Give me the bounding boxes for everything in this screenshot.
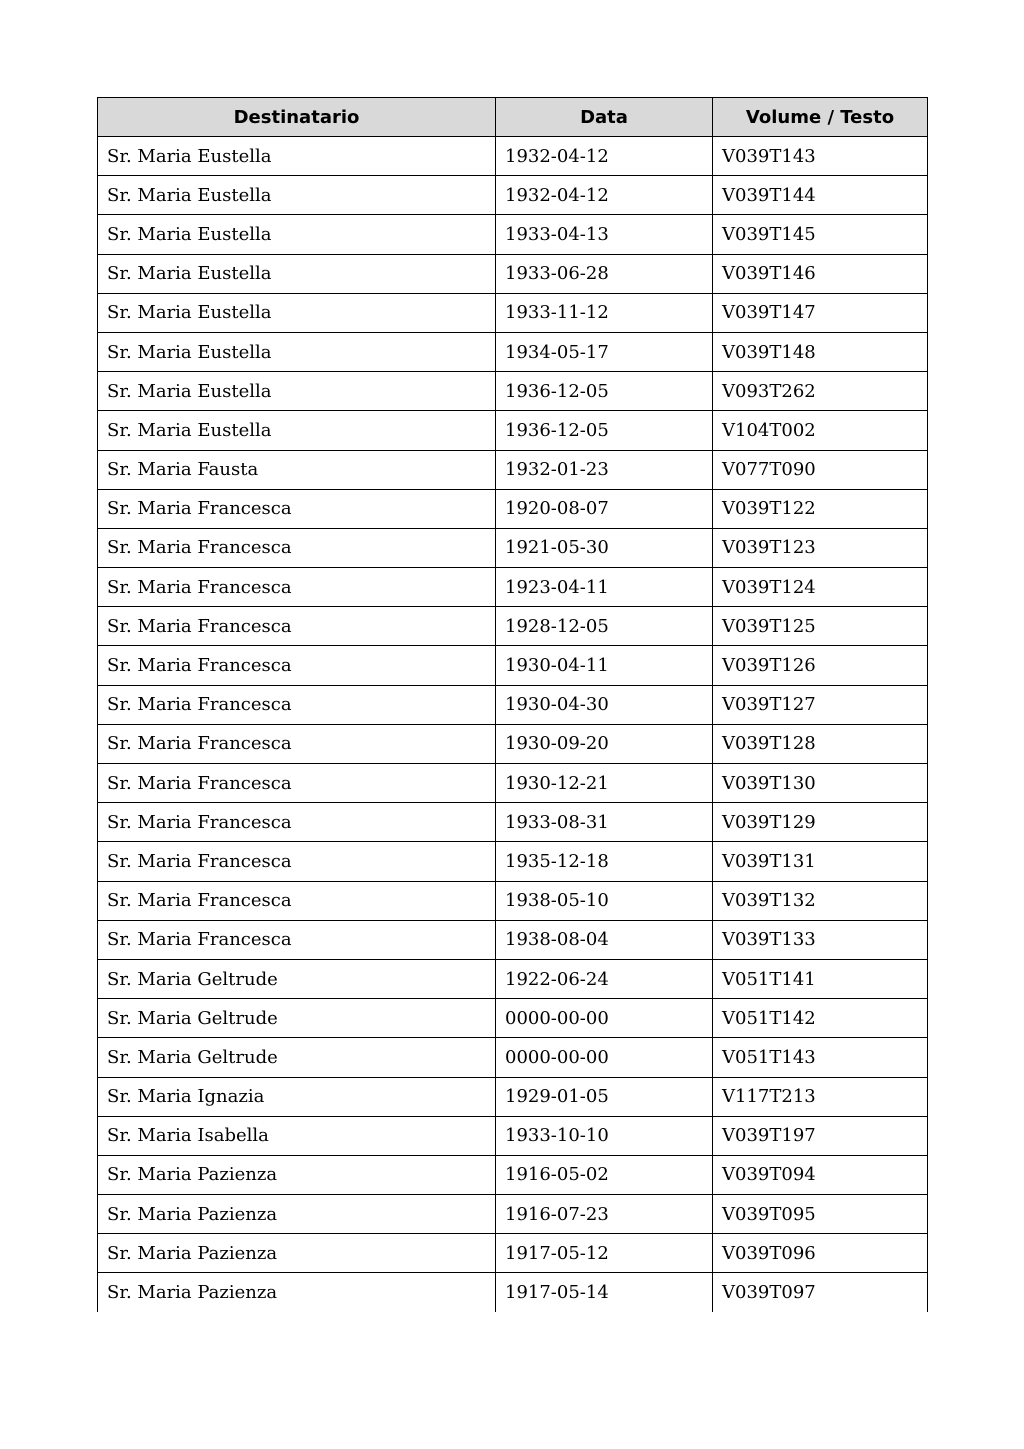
table-row bbox=[98, 489, 928, 528]
cell-volume-testo: V039T197 bbox=[713, 1116, 928, 1155]
cell-destinatario: Sr. Maria Eustella bbox=[98, 176, 496, 215]
cell-data: 1932-04-12 bbox=[496, 137, 713, 176]
header-data: Data bbox=[496, 98, 713, 137]
cell-volume-testo: V039T127 bbox=[713, 685, 928, 724]
cell-destinatario: Sr. Maria Francesca bbox=[98, 685, 496, 724]
cell-destinatario: Sr. Maria Pazienza bbox=[98, 1234, 496, 1273]
table-row bbox=[98, 842, 928, 881]
table-row bbox=[98, 176, 928, 215]
cell-data: 1933-06-28 bbox=[496, 254, 713, 293]
cell-destinatario: Sr. Maria Francesca bbox=[98, 842, 496, 881]
table-row bbox=[98, 1116, 928, 1155]
cell-destinatario: Sr. Maria Francesca bbox=[98, 881, 496, 920]
cell-volume-testo: V039T145 bbox=[713, 215, 928, 254]
cell-destinatario: Sr. Maria Francesca bbox=[98, 489, 496, 528]
cell-volume-testo: V051T142 bbox=[713, 999, 928, 1038]
cell-destinatario: Sr. Maria Francesca bbox=[98, 607, 496, 646]
cell-volume-testo: V039T129 bbox=[713, 803, 928, 842]
cell-destinatario: Sr. Maria Eustella bbox=[98, 137, 496, 176]
cell-data: 1928-12-05 bbox=[496, 607, 713, 646]
cell-volume-testo: V051T143 bbox=[713, 1038, 928, 1077]
cell-data: 1917-05-14 bbox=[496, 1273, 713, 1312]
table-row bbox=[98, 568, 928, 607]
cell-destinatario: Sr. Maria Ignazia bbox=[98, 1077, 496, 1116]
cell-destinatario: Sr. Maria Francesca bbox=[98, 803, 496, 842]
cell-data: 1936-12-05 bbox=[496, 372, 713, 411]
table-row bbox=[98, 999, 928, 1038]
cell-volume-testo: V039T122 bbox=[713, 489, 928, 528]
cell-data: 1933-10-10 bbox=[496, 1116, 713, 1155]
table-row bbox=[98, 528, 928, 567]
cell-data: 1933-08-31 bbox=[496, 803, 713, 842]
table-row bbox=[98, 1038, 928, 1077]
table-row bbox=[98, 646, 928, 685]
cell-destinatario: Sr. Maria Pazienza bbox=[98, 1155, 496, 1194]
cell-destinatario: Sr. Maria Geltrude bbox=[98, 959, 496, 998]
cell-destinatario: Sr. Maria Eustella bbox=[98, 293, 496, 332]
cell-volume-testo: V039T094 bbox=[713, 1155, 928, 1194]
table-row bbox=[98, 685, 928, 724]
cell-volume-testo: V039T130 bbox=[713, 764, 928, 803]
table-row bbox=[98, 959, 928, 998]
cell-volume-testo: V039T097 bbox=[713, 1273, 928, 1312]
cell-data: 1932-01-23 bbox=[496, 450, 713, 489]
cell-volume-testo: V039T095 bbox=[713, 1195, 928, 1234]
cell-destinatario: Sr. Maria Eustella bbox=[98, 215, 496, 254]
table-row bbox=[98, 1234, 928, 1273]
cell-data: 1938-08-04 bbox=[496, 920, 713, 959]
header-row bbox=[98, 98, 928, 137]
cell-data: 1930-04-11 bbox=[496, 646, 713, 685]
cell-volume-testo: V039T146 bbox=[713, 254, 928, 293]
cell-data: 1935-12-18 bbox=[496, 842, 713, 881]
cell-volume-testo: V039T144 bbox=[713, 176, 928, 215]
table-row bbox=[98, 1155, 928, 1194]
cell-destinatario: Sr. Maria Francesca bbox=[98, 528, 496, 567]
cell-volume-testo: V039T133 bbox=[713, 920, 928, 959]
cell-volume-testo: V093T262 bbox=[713, 372, 928, 411]
table-row bbox=[98, 1077, 928, 1116]
cell-destinatario: Sr. Maria Francesca bbox=[98, 724, 496, 763]
table-row bbox=[98, 215, 928, 254]
table-row bbox=[98, 137, 928, 176]
letters-index-table bbox=[97, 97, 928, 1312]
cell-destinatario: Sr. Maria Francesca bbox=[98, 920, 496, 959]
cell-volume-testo: V039T131 bbox=[713, 842, 928, 881]
cell-destinatario: Sr. Maria Geltrude bbox=[98, 999, 496, 1038]
cell-data: 1933-11-12 bbox=[496, 293, 713, 332]
table-row bbox=[98, 764, 928, 803]
cell-data: 1916-05-02 bbox=[496, 1155, 713, 1194]
cell-data: 1923-04-11 bbox=[496, 568, 713, 607]
cell-volume-testo: V039T124 bbox=[713, 568, 928, 607]
cell-data: 1920-08-07 bbox=[496, 489, 713, 528]
cell-data: 0000-00-00 bbox=[496, 1038, 713, 1077]
cell-volume-testo: V039T128 bbox=[713, 724, 928, 763]
table-row bbox=[98, 332, 928, 371]
cell-volume-testo: V104T002 bbox=[713, 411, 928, 450]
cell-data: 1934-05-17 bbox=[496, 332, 713, 371]
table-row bbox=[98, 607, 928, 646]
cell-destinatario: Sr. Maria Francesca bbox=[98, 646, 496, 685]
cell-destinatario: Sr. Maria Geltrude bbox=[98, 1038, 496, 1077]
cell-data: 1936-12-05 bbox=[496, 411, 713, 450]
cell-destinatario: Sr. Maria Pazienza bbox=[98, 1195, 496, 1234]
cell-volume-testo: V051T141 bbox=[713, 959, 928, 998]
cell-destinatario: Sr. Maria Fausta bbox=[98, 450, 496, 489]
cell-data: 1932-04-12 bbox=[496, 176, 713, 215]
cell-volume-testo: V039T096 bbox=[713, 1234, 928, 1273]
cell-data: 1930-09-20 bbox=[496, 724, 713, 763]
table-row bbox=[98, 920, 928, 959]
cell-destinatario: Sr. Maria Francesca bbox=[98, 568, 496, 607]
cell-destinatario: Sr. Maria Eustella bbox=[98, 254, 496, 293]
table-row bbox=[98, 1273, 928, 1312]
table-row bbox=[98, 372, 928, 411]
cell-data: 1929-01-05 bbox=[496, 1077, 713, 1116]
table-row bbox=[98, 724, 928, 763]
cell-destinatario: Sr. Maria Pazienza bbox=[98, 1273, 496, 1312]
cell-volume-testo: V039T132 bbox=[713, 881, 928, 920]
header-volume-testo: Volume / Testo bbox=[713, 98, 928, 137]
cell-data: 1930-12-21 bbox=[496, 764, 713, 803]
cell-data: 1921-05-30 bbox=[496, 528, 713, 567]
cell-data: 1938-05-10 bbox=[496, 881, 713, 920]
table-row bbox=[98, 881, 928, 920]
cell-volume-testo: V077T090 bbox=[713, 450, 928, 489]
cell-volume-testo: V039T147 bbox=[713, 293, 928, 332]
table-row bbox=[98, 254, 928, 293]
cell-destinatario: Sr. Maria Francesca bbox=[98, 764, 496, 803]
cell-data: 0000-00-00 bbox=[496, 999, 713, 1038]
table-header bbox=[98, 98, 928, 137]
cell-volume-testo: V039T123 bbox=[713, 528, 928, 567]
table-row bbox=[98, 450, 928, 489]
cell-data: 1930-04-30 bbox=[496, 685, 713, 724]
header-destinatario: Destinatario bbox=[98, 98, 496, 137]
cell-volume-testo: V039T125 bbox=[713, 607, 928, 646]
cell-data: 1933-04-13 bbox=[496, 215, 713, 254]
cell-destinatario: Sr. Maria Eustella bbox=[98, 332, 496, 371]
cell-destinatario: Sr. Maria Isabella bbox=[98, 1116, 496, 1155]
cell-data: 1922-06-24 bbox=[496, 959, 713, 998]
cell-volume-testo: V039T126 bbox=[713, 646, 928, 685]
table-row bbox=[98, 803, 928, 842]
cell-volume-testo: V039T143 bbox=[713, 137, 928, 176]
cell-volume-testo: V039T148 bbox=[713, 332, 928, 371]
table-body bbox=[98, 137, 928, 1313]
table-row bbox=[98, 1195, 928, 1234]
table-row bbox=[98, 293, 928, 332]
cell-volume-testo: V117T213 bbox=[713, 1077, 928, 1116]
cell-destinatario: Sr. Maria Eustella bbox=[98, 411, 496, 450]
cell-data: 1916-07-23 bbox=[496, 1195, 713, 1234]
cell-data: 1917-05-12 bbox=[496, 1234, 713, 1273]
cell-destinatario: Sr. Maria Eustella bbox=[98, 372, 496, 411]
table-row bbox=[98, 411, 928, 450]
